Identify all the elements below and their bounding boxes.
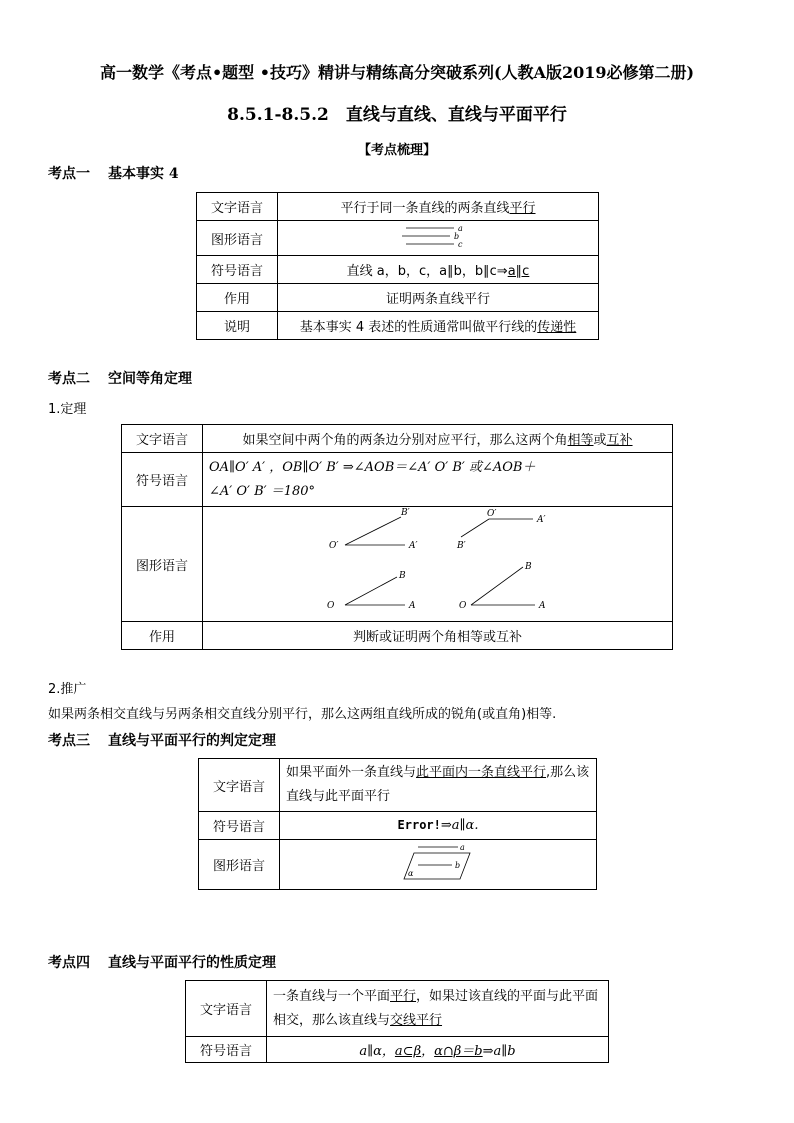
sec3-table — [198, 758, 597, 890]
sec1-use-value: 证明两条直线平行 — [278, 284, 599, 312]
fig2-label-b: B′ — [456, 541, 466, 551]
sec3-sym-error: Error! — [397, 818, 441, 832]
sec1-heading-label: 考点一 — [48, 166, 90, 182]
sec1-use-label: 作用 — [197, 284, 278, 312]
sec2-fig-label: 图形语言 — [122, 507, 203, 622]
sec2-sub1: 1.定理 — [48, 402, 87, 417]
fig2-label-a: A′ — [536, 515, 546, 525]
label-b: b — [454, 232, 460, 241]
line-plane-figure — [400, 843, 476, 883]
sec4-text-label: 文字语言 — [186, 981, 267, 1037]
sec1-note-value: 基本事实 4 表述的性质通常叫做平行线的传递性 — [278, 312, 599, 340]
lesson-title: 8.5.1-8.5.2 直线与直线、直线与平面平行 — [227, 105, 567, 125]
sec3-fig-cell — [280, 840, 597, 890]
sec2-use-label: 作用 — [122, 622, 203, 650]
fig1-label-o: O′ — [328, 541, 338, 551]
sec3-fig-label: 图形语言 — [199, 840, 280, 890]
fig3-label-b: B — [398, 571, 406, 581]
sec1-text-label: 文字语言 — [197, 193, 278, 221]
fig2-label-o: O′ — [486, 509, 496, 519]
sec4-heading — [48, 952, 276, 972]
sec3-text-label: 文字语言 — [199, 759, 280, 812]
fig2-ray-ob — [461, 519, 489, 537]
sec1-fig-cell — [278, 221, 599, 256]
sec4-sym-value: a∥α，a⊂β，α∩β＝b⇒a∥b — [267, 1037, 609, 1063]
sec2-sym-line1: OA∥O′ A′ ，OB∥O′ B′ ⇒∠AOB＝∠A′ O′ B′ 或∠AOB＋ — [209, 459, 536, 475]
sec2-use-value: 判断或证明两个角相等或互补 — [203, 622, 673, 650]
sec1-text-value: 平行于同一条直线的两条直线平行 — [278, 193, 599, 221]
equal-angles-figure — [205, 507, 671, 617]
section-subtitle: 【考点梳理】 — [357, 143, 436, 158]
sec1-note-label: 说明 — [197, 312, 278, 340]
label-a: a — [460, 842, 465, 852]
sec2-sym-label: 符号语言 — [122, 453, 203, 507]
fig3-label-o: O — [326, 601, 334, 611]
fig4-label-b: B — [524, 562, 532, 572]
sec2-heading-topic: 空间等角定理 — [108, 371, 192, 387]
sec1-sym-value: 直线 a，b，c，a∥b，b∥c⇒a∥c — [278, 256, 599, 284]
sec2-promo: 如果两条相交直线与另两条相交直线分别平行，那么这两组直线所成的锐角(或直角)相等. — [48, 707, 557, 722]
sec4-sym-label: 符号语言 — [186, 1037, 267, 1063]
sec2-sym-value — [203, 453, 673, 507]
fig4-label-o: O — [458, 601, 466, 611]
sec2-sub2: 2.推广 — [48, 682, 87, 697]
sec2-heading-label: 考点二 — [48, 371, 90, 387]
sec2-fig-cell — [203, 507, 673, 622]
sec4-table — [185, 980, 609, 1063]
sec3-sym-label: 符号语言 — [199, 812, 280, 840]
sec4-heading-topic: 直线与平面平行的性质定理 — [108, 955, 276, 971]
sec4-text-value: 一条直线与一个平面平行，如果过该直线的平面与此平面相交，那么该直线与交线平行 — [267, 981, 609, 1037]
fig4-label-a: A — [538, 601, 545, 611]
sec1-table — [196, 192, 599, 340]
sec3-heading-topic: 直线与平面平行的判定定理 — [108, 733, 276, 749]
series-title: 高一数学《考点•题型 •技巧》精讲与精练高分突破系列(人教A版2019必修第二册) — [99, 63, 695, 82]
sec1-heading — [48, 163, 179, 183]
sec2-heading — [48, 368, 192, 388]
sec3-heading — [48, 730, 276, 750]
fig3-label-a: A — [408, 601, 415, 611]
sec2-text-label: 文字语言 — [122, 425, 203, 453]
sec1-heading-topic: 基本事实 4 — [108, 166, 179, 182]
label-a: a — [458, 224, 463, 233]
fig3-ray-ob — [345, 577, 397, 605]
sec1-sym-label: 符号语言 — [197, 256, 278, 284]
fig1-label-b: B′ — [400, 508, 410, 518]
sec2-text-value: 如果空间中两个角的两条边分别对应平行，那么这两个角相等或互补 — [203, 425, 673, 453]
sec3-heading-label: 考点三 — [48, 733, 90, 749]
sec3-sym-value: Error!⇒a∥α. — [280, 812, 597, 840]
sec1-fig-label: 图形语言 — [197, 221, 278, 256]
fig4-ray-ob — [471, 567, 523, 605]
sec2-sym-line2: ∠A′ O′ B′ ＝180° — [209, 483, 316, 499]
label-c: c — [458, 240, 463, 249]
fig1-label-a: A′ — [408, 541, 418, 551]
label-alpha: α — [408, 868, 414, 878]
label-b: b — [455, 860, 461, 870]
sec2-table — [121, 424, 673, 650]
fig1-ray-ob — [345, 517, 401, 545]
sec4-heading-label: 考点四 — [48, 955, 90, 971]
parallel-lines-figure — [398, 223, 478, 249]
sec3-text-value: 如果平面外一条直线与此平面内一条直线平行,那么该直线与此平面平行 — [280, 759, 597, 812]
